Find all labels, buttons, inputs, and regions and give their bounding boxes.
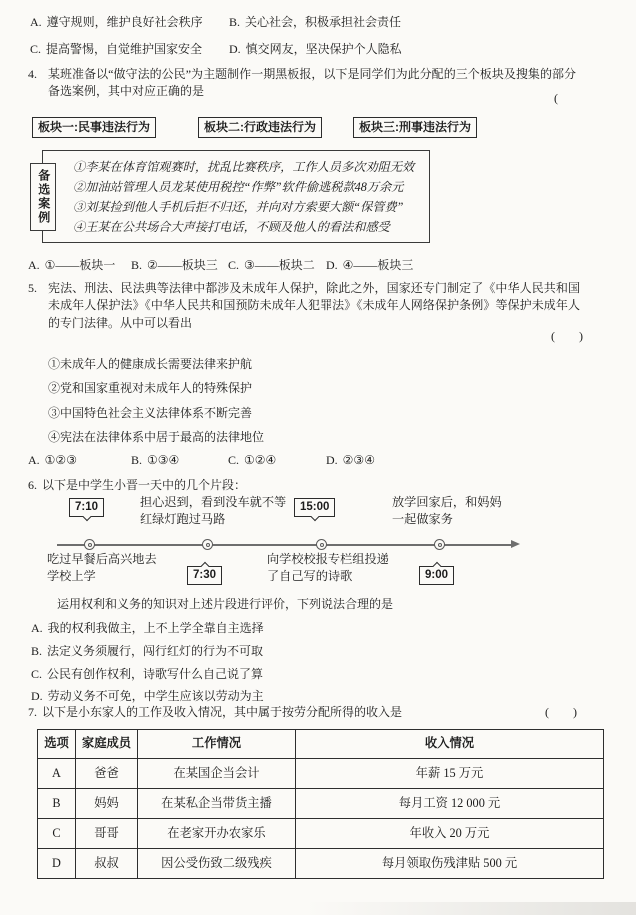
option-text: ①③④ <box>147 453 180 467</box>
cell-option: D <box>38 849 76 879</box>
q3-option-b <box>229 14 401 31</box>
question-text: 某班准备以“做守法的公民”为主题制作一期黑板报，以下是同学们为此分配的三个板块及搜集的部分备选案例，其中对应正确的是 <box>48 67 576 99</box>
q6-option-d <box>31 688 264 705</box>
option-label: B. <box>131 258 143 272</box>
cell-member: 哥哥 <box>76 819 138 849</box>
cell-work: 在某国企当会计 <box>138 759 296 789</box>
answer-paren: ( ) <box>545 705 577 719</box>
question-number: 6. <box>28 478 37 492</box>
header-work: 工作情况 <box>138 730 296 759</box>
question-number: 5. <box>28 281 37 295</box>
option-text: 法定义务须履行，闯行红灯的行为不可取 <box>47 644 264 658</box>
cell-work: 在某私企当带货主播 <box>138 789 296 819</box>
time-chip-710: 7:10 <box>69 498 104 517</box>
question-5-stem <box>28 280 588 332</box>
q4-option-d <box>326 257 413 274</box>
q5-item-2: ②党和国家重视对未成年人的特殊保护 <box>48 381 253 395</box>
time-chip-730: 7:30 <box>187 566 222 585</box>
time-chip-1500: 15:00 <box>294 498 335 517</box>
case-item-1: ①李某在体育馆观赛时，扰乱比赛秩序，工作人员多次劝阻无效 <box>73 160 415 174</box>
cell-option: A <box>38 759 76 789</box>
question-4-stem <box>28 66 588 101</box>
option-text: ①——板块一 <box>44 258 116 272</box>
option-label: D. <box>326 258 338 272</box>
table-header-row <box>38 730 604 759</box>
header-income: 收入情况 <box>296 730 604 759</box>
cell-member: 叔叔 <box>76 849 138 879</box>
option-label: A. <box>28 258 40 272</box>
q3-option-d <box>229 41 402 58</box>
option-text: ②——板块三 <box>147 258 218 272</box>
option-label: A. <box>31 621 43 635</box>
question-text: 以下是中学生小晋一天中的几个片段： <box>42 478 247 492</box>
option-text: 公民有创作权利，诗歌写什么自己说了算 <box>47 667 264 681</box>
option-label: D. <box>326 453 338 467</box>
cell-income: 年薪 15 万元 <box>296 759 604 789</box>
question-text: 以下是小东家人的工作及收入情况，其中属于按劳分配所得的收入是 <box>42 705 403 719</box>
cell-income: 每月工资 12 000 元 <box>296 789 604 819</box>
q5-item-3: ③中国特色社会主义法律体系不断完善 <box>48 406 253 420</box>
q3-option-c <box>30 41 202 58</box>
event-desc-1: 吃过早餐后高兴地去学校上学 <box>47 552 157 583</box>
time-chip-900: 9:00 <box>419 566 454 585</box>
q6-option-b <box>31 643 263 660</box>
option-text: 提高警惕，自觉维护国家安全 <box>46 42 203 56</box>
option-label: A. <box>30 15 42 29</box>
q4-option-c <box>228 257 315 274</box>
q5-option-c <box>228 452 276 469</box>
option-text: ①②③ <box>44 453 77 467</box>
q5-item-1: ①未成年人的健康成长需要法律来护航 <box>48 357 253 371</box>
timeline-node-1 <box>84 539 95 550</box>
cell-member: 爸爸 <box>76 759 138 789</box>
table-row <box>38 849 604 879</box>
option-label: C. <box>228 453 240 467</box>
option-label: A. <box>28 453 40 467</box>
q4-option-b <box>131 257 218 274</box>
option-text: 关心社会，积极承担社会责任 <box>245 15 402 29</box>
q5-option-d <box>326 452 375 469</box>
timeline-arrow-icon <box>511 540 520 548</box>
option-label: B. <box>229 15 241 29</box>
question-number: 4. <box>28 67 37 81</box>
option-text: ③——板块二 <box>244 258 315 272</box>
q4-option-a <box>28 257 115 274</box>
q5-item-4: ④宪法在法律体系中居于最高的法律地位 <box>48 430 265 444</box>
option-text: ②③④ <box>342 453 375 467</box>
block-box-1: 板块一:民事违法行为 <box>32 117 156 138</box>
event-desc-2: 担心迟到，看到没车就不等红绿灯跑过马路 <box>140 495 287 526</box>
option-text: 我的权利我做主，上不上学全靠自主选择 <box>47 621 264 635</box>
q6-option-c <box>31 666 263 683</box>
event-desc-3: 向学校校报专栏组投递了自己写的诗歌 <box>267 552 389 583</box>
q5-option-b <box>131 452 179 469</box>
cell-member: 妈妈 <box>76 789 138 819</box>
timeline-node-3 <box>316 539 327 550</box>
cell-option: B <box>38 789 76 819</box>
option-text: ④——板块三 <box>342 258 414 272</box>
option-label: C. <box>30 42 42 56</box>
question-6-stem <box>28 477 246 494</box>
block-box-3: 板块三:刑事违法行为 <box>353 117 477 138</box>
timeline-node-2 <box>202 539 213 550</box>
case-item-3: ③刘某捡到他人手机后拒不归还，并向对方索要大额“保管费” <box>73 200 404 214</box>
cell-income: 年收入 20 万元 <box>296 819 604 849</box>
answer-paren: ( <box>554 91 558 105</box>
question-text: 宪法、刑法、民法典等法律中都涉及未成年人保护，除此之外，国家还专门制定了《中华人民共和国未成年人保护法》《中华人民共和国预防未成年人犯罪法》《未成年人网络保护条例》等保护未成年人的专门法律。从中可以看出 <box>48 281 580 330</box>
question-number: 7. <box>28 705 37 719</box>
event-desc-4: 放学回家后，和妈妈一起做家务 <box>392 495 502 526</box>
option-label: C. <box>31 667 43 681</box>
option-label: B. <box>31 644 43 658</box>
cell-work: 在老家开办农家乐 <box>138 819 296 849</box>
q6-prompt: 运用权利和义务的知识对上述片段进行评价，下列说法合理的是 <box>57 597 394 611</box>
scan-edge-shade <box>306 902 636 915</box>
header-member: 家庭成员 <box>76 730 138 759</box>
cell-work: 因公受伤致二级残疾 <box>138 849 296 879</box>
answer-paren: ( ) <box>551 329 583 343</box>
option-text: 慎交网友，坚决保护个人隐私 <box>245 42 402 56</box>
question-7-stem <box>28 704 402 721</box>
case-panel <box>42 150 430 243</box>
cell-option: C <box>38 819 76 849</box>
q5-option-a <box>28 452 77 469</box>
table-row <box>38 819 604 849</box>
option-text: 遵守规则，维护良好社会秩序 <box>46 15 203 29</box>
table-row <box>38 789 604 819</box>
option-label: B. <box>131 453 143 467</box>
case-panel-label: 备选案例 <box>30 163 56 231</box>
option-label: C. <box>228 258 240 272</box>
option-label: D. <box>31 689 43 703</box>
header-option: 选项 <box>38 730 76 759</box>
income-table <box>37 729 604 879</box>
q6-option-a <box>31 620 264 637</box>
case-item-4: ④王某在公共场合大声接打电话，不顾及他人的看法和感受 <box>73 220 390 234</box>
block-box-2: 板块二:行政违法行为 <box>198 117 322 138</box>
option-text: 劳动义务不可免，中学生应该以劳动为主 <box>47 689 264 703</box>
option-text: ①②④ <box>244 453 277 467</box>
table-row <box>38 759 604 789</box>
option-label: D. <box>229 42 241 56</box>
cell-income: 每月领取伤残津贴 500 元 <box>296 849 604 879</box>
timeline-node-4 <box>434 539 445 550</box>
q3-option-a <box>30 14 203 31</box>
case-item-2: ②加油站管理人员龙某使用税控“作弊”软件偷逃税款48万余元 <box>73 180 404 194</box>
